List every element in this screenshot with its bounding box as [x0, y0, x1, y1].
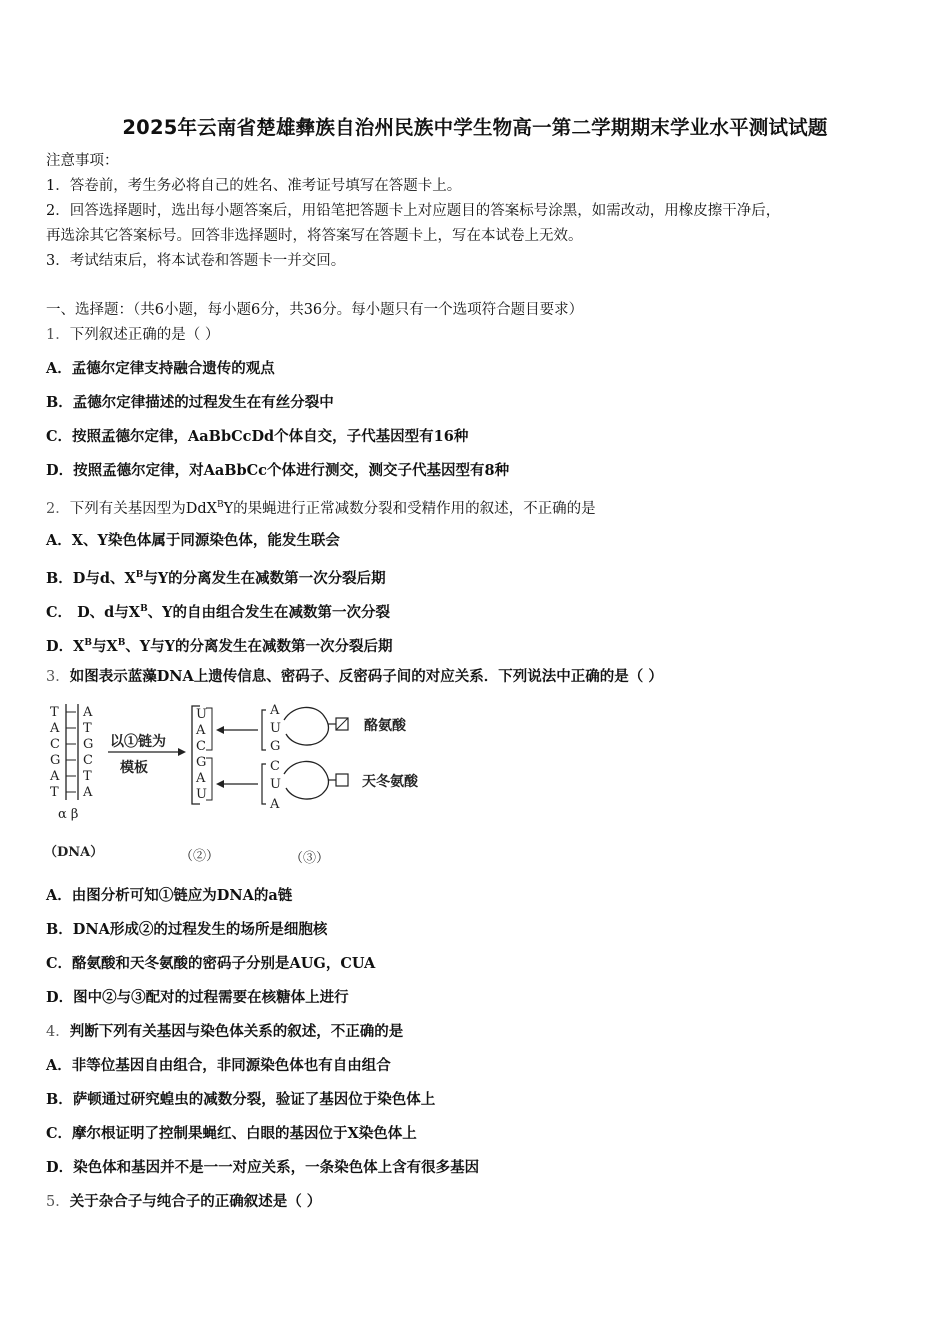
question-text: 下列叙述正确的是（ ） — [69, 327, 220, 343]
superscript: B — [140, 604, 148, 614]
arrow-label-2: 模板 — [120, 760, 148, 776]
q2-option-d[interactable] — [46, 633, 393, 657]
mrna-base: C — [196, 739, 206, 754]
trna2-bracket — [262, 764, 266, 804]
caption-mrna: （②） — [180, 849, 220, 864]
question-text: Y的果蝇进行正常减数分裂和受精作用的叙述，不正确的是 — [223, 500, 596, 517]
question-4-stem — [46, 1022, 403, 1042]
alpha-base: T — [50, 705, 59, 720]
q1-option-c[interactable]: C．按照孟德尔定律，AaBbCcDd个体自交，子代基因型有16种 — [46, 428, 469, 445]
beta-base: T — [83, 721, 92, 736]
notice-item-2a: 2．回答选择题时，选出每小题答案后，用铅笔把答题卡上对应题目的答案标号涂黑，如需改动，用橡皮擦干净后， — [46, 203, 781, 219]
beta-base: G — [83, 737, 94, 752]
alpha-base: G — [50, 753, 61, 768]
mrna-base: G — [196, 755, 207, 770]
superscript: B — [84, 638, 92, 648]
beta-base: A — [83, 785, 93, 800]
q4-option-c[interactable]: C．摩尔根证明了控制果蝇红、白眼的基因位于X染色体上 — [46, 1125, 417, 1142]
beta-base: T — [83, 769, 92, 784]
mrna-base: U — [196, 707, 207, 722]
question-text: 下列有关基因型为DdX — [69, 500, 217, 517]
trna2-shape — [284, 761, 329, 799]
amino-acid-2: 天冬氨酸 — [362, 774, 418, 790]
alpha-base: C — [50, 737, 60, 752]
section-heading: 一、选择题：（共6小题，每小题6分，共36分。每小题只有一个选项符合题目要求） — [46, 302, 584, 318]
alpha-base: A — [50, 769, 60, 784]
page-title: 2025年云南省楚雄彝族自治州民族中学生物高一第二学期期末学业水平测试试题 — [122, 116, 828, 139]
q4-option-a[interactable]: A．非等位基因自由组合，非同源染色体也有自由组合 — [46, 1057, 391, 1074]
question-text: 关于杂合子与纯合子的正确叙述是（ ） — [69, 1193, 322, 1210]
q1-option-b[interactable]: B．孟德尔定律描述的过程发生在有丝分裂中 — [46, 394, 334, 411]
amino-acid-1: 酪氨酸 — [364, 718, 406, 734]
q3-option-d[interactable]: D．图中②与③配对的过程需要在核糖体上进行 — [46, 989, 349, 1006]
question-text: 如图表示蓝藻DNA上遗传信息、密码子、反密码子间的对应关系．下列说法中正确的是（ ） — [69, 668, 663, 685]
arrow-label-1: 以①链为 — [110, 734, 166, 750]
anticodon-base: C — [270, 759, 280, 774]
question-number: 5． — [46, 1194, 70, 1210]
question-1-stem — [46, 325, 219, 345]
option-text: 与Y的分离发生在减数第一次分裂后期 — [143, 569, 386, 587]
mrna-base: A — [196, 771, 206, 786]
notice-heading: 注意事项： — [46, 153, 119, 169]
trna1-bracket — [262, 710, 266, 750]
mrna-base: A — [196, 723, 206, 738]
beta-base: A — [83, 705, 93, 720]
q2-option-a[interactable]: A．X、Y染色体属于同源染色体，能发生联会 — [46, 532, 340, 549]
option-text: C． D、d与X — [46, 603, 141, 621]
q3-option-a[interactable]: A．由图分析可知①链应为DNA的a链 — [46, 887, 293, 904]
option-text: 、Y与Y的分离发生在减数第一次分裂后期 — [125, 637, 393, 655]
caption-trna: （③） — [290, 851, 330, 866]
anticodon-base: U — [270, 721, 281, 736]
anticodon-base: G — [270, 739, 281, 754]
question-number: 2． — [46, 500, 70, 517]
question-2-stem — [46, 495, 596, 519]
option-text: B．D与d、X — [46, 569, 136, 587]
dna-transcription-figure — [44, 700, 464, 870]
option-text: 、Y的自由组合发生在减数第一次分裂 — [147, 603, 391, 621]
question-5-stem — [46, 1192, 321, 1212]
beta-base: C — [83, 753, 93, 768]
anticodon-base: A — [270, 703, 280, 718]
q1-option-a[interactable]: A．孟德尔定律支持融合遗传的观点 — [46, 360, 275, 377]
trna1-shape — [284, 707, 329, 745]
q2-option-c[interactable] — [46, 599, 390, 623]
question-3-stem — [46, 667, 663, 687]
q2-option-b[interactable] — [46, 565, 386, 589]
q3-option-b[interactable]: B．DNA形成②的过程发生的场所是细胞核 — [46, 921, 328, 938]
notice-item-2b: 再选涂其它答案标号。回答非选择题时，将答案写在答题卡上，写在本试卷上无效。 — [46, 228, 583, 244]
anticodon-base: U — [270, 777, 281, 792]
superscript: B — [216, 500, 224, 510]
superscript: B — [117, 638, 126, 648]
caption-dna: （DNA） — [44, 845, 104, 860]
option-text: 与X — [91, 637, 118, 655]
amino-acid-box — [336, 774, 348, 786]
option-text: D．X — [46, 637, 85, 655]
q4-option-d[interactable]: D．染色体和基因并不是一一对应关系，一条染色体上含有很多基因 — [46, 1159, 480, 1176]
q4-option-b[interactable]: B．萨顿通过研究蝗虫的减数分裂，验证了基因位于染色体上 — [46, 1091, 436, 1108]
alpha-base: T — [50, 785, 59, 800]
strand-labels: α β — [58, 807, 79, 822]
mrna-base: U — [196, 787, 207, 802]
notice-item-1: 1．答卷前，考生务必将自己的姓名、准考证号填写在答题卡上。 — [46, 178, 462, 194]
question-text: 判断下列有关基因与染色体关系的叙述，不正确的是 — [69, 1023, 404, 1040]
alpha-base: A — [50, 721, 60, 736]
question-number: 4． — [46, 1024, 70, 1040]
anticodon-base: A — [270, 797, 280, 812]
question-number: 1． — [46, 327, 70, 343]
q1-option-d[interactable]: D．按照孟德尔定律，对AaBbCc个体进行测交，测交子代基因型有8种 — [46, 462, 510, 479]
notice-item-3: 3．考试结束后，将本试卷和答题卡一并交回。 — [46, 253, 346, 269]
q3-option-c[interactable]: C．酪氨酸和天冬氨酸的密码子分别是AUG，CUA — [46, 955, 376, 972]
question-number: 3． — [46, 669, 70, 685]
superscript: B — [135, 570, 144, 580]
